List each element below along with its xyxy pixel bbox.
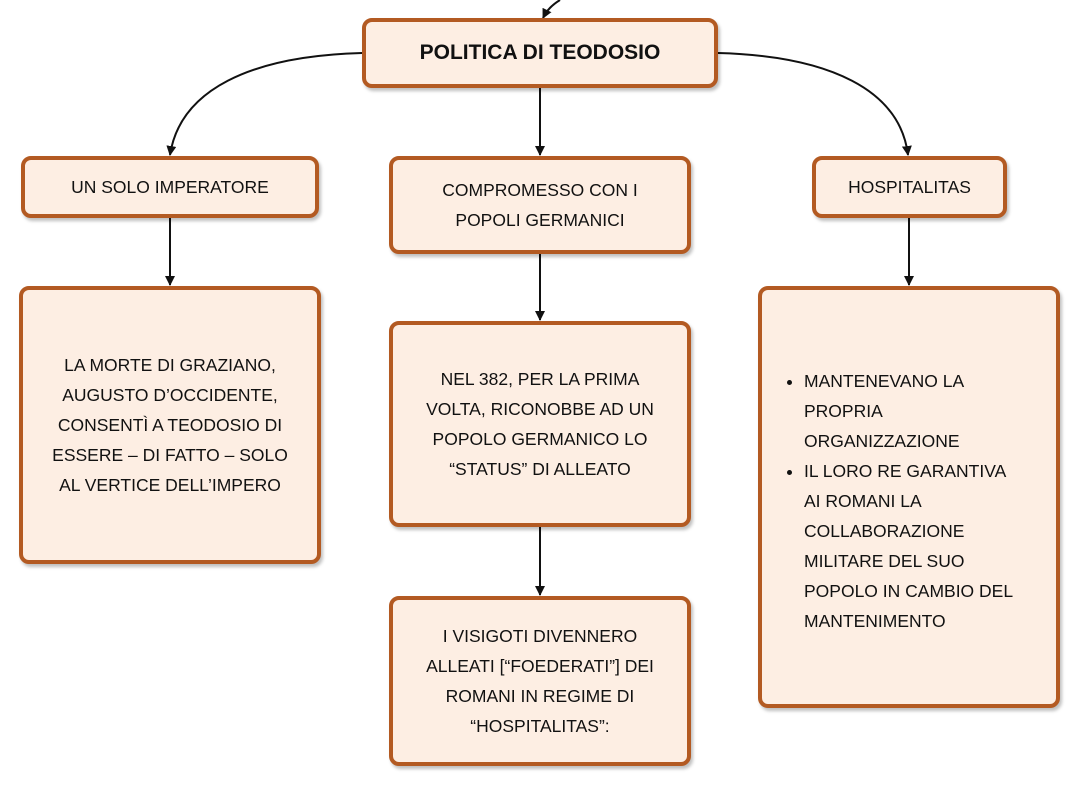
branch-node-left bbox=[21, 156, 319, 218]
bullet-text: IL LORO RE GARANTIVA AI ROMANI LA COLLABORAZIONE MILITARE DEL SUO POPOLO IN CAMBIO DEL MANTENIMENTO bbox=[804, 461, 1014, 631]
branch-node-center bbox=[389, 156, 691, 254]
detail-node-left bbox=[19, 286, 321, 564]
branch-heading-center: COMPROMESSO CON I POPOLI GERMANICI bbox=[442, 180, 638, 230]
detail-text-center-1: NEL 382, PER LA PRIMA VOLTA, RICONOBBE AD UN POPOLO GERMANICO LO “STATUS” DI ALLEATO bbox=[426, 369, 654, 479]
title-node bbox=[362, 18, 718, 88]
connector-title-to-right bbox=[718, 53, 908, 155]
incoming-connector bbox=[543, 0, 560, 18]
bullet-text: MANTENEVANO LA PROPRIA ORGANIZZAZIONE bbox=[804, 371, 965, 451]
detail-node-center-1 bbox=[389, 321, 691, 527]
hospitalitas-bullet-list bbox=[776, 366, 1013, 636]
detail-node-right bbox=[758, 286, 1060, 708]
detail-node-center-2 bbox=[389, 596, 691, 766]
detail-text-left: LA MORTE DI GRAZIANO, AUGUSTO D’OCCIDENTE, CONSENTÌ A TEODOSIO DI ESSERE – DI FATTO – SOLO AL VERTICE DELL’IMPERO bbox=[52, 355, 288, 495]
detail-text-center-2: I VISIGOTI DIVENNERO ALLEATI [“FOEDERATI”] DEI ROMANI IN REGIME DI “HOSPITALITAS”: bbox=[426, 626, 654, 736]
branch-heading-right: HOSPITALITAS bbox=[848, 177, 971, 197]
bullet-item bbox=[804, 366, 1013, 456]
title-text: POLITICA DI TEODOSIO bbox=[419, 41, 661, 64]
branch-heading-left: UN SOLO IMPERATORE bbox=[71, 177, 269, 197]
branch-node-right bbox=[812, 156, 1007, 218]
bullet-item bbox=[804, 456, 1013, 636]
connector-title-to-left bbox=[170, 53, 362, 155]
